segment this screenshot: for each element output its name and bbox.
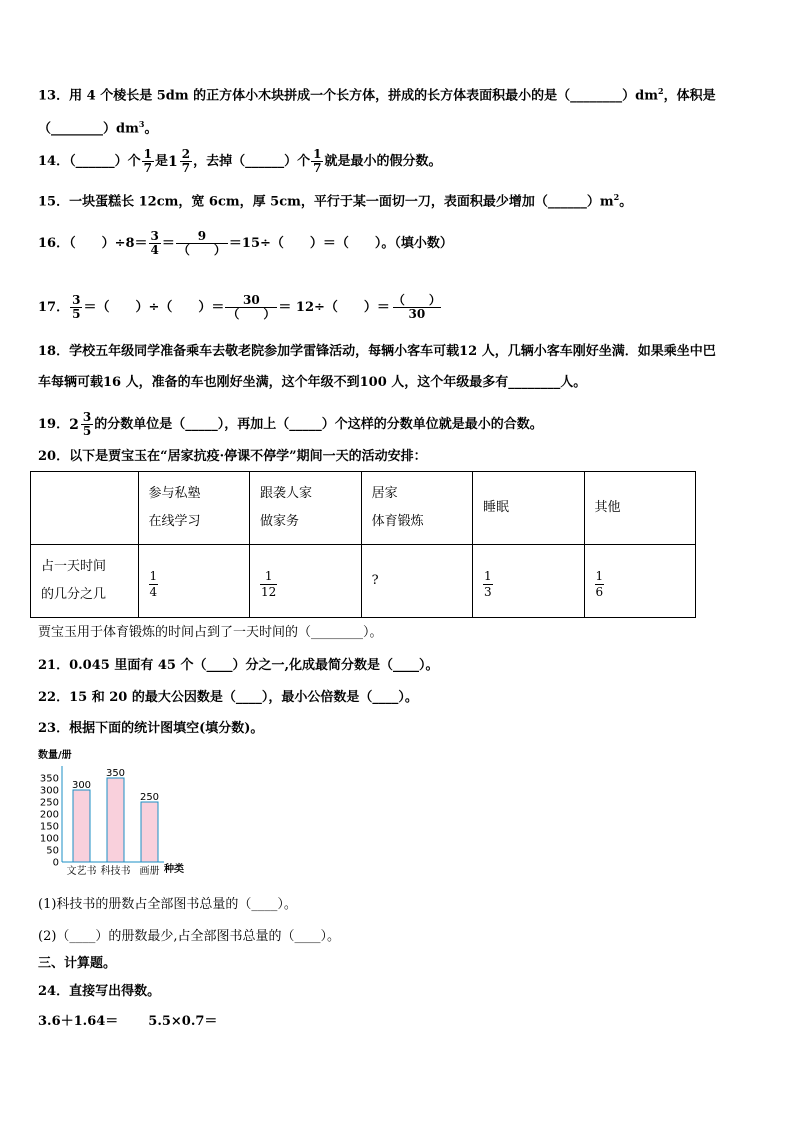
bar-value-label: 300 (71, 780, 92, 791)
y-tick-label: 150 (39, 821, 59, 833)
header-sleep: 睡眠 (473, 472, 584, 545)
question-20-after: 贾宝玉用于体育锻炼的时间占到了一天时间的（________）。 (38, 625, 383, 640)
y-tick-label: 0 (52, 857, 59, 869)
y-tick-label: 50 (46, 845, 59, 857)
question-15: 15．一块蛋糕长 12cm，宽 6cm，厚 5cm，平行于某一面切一刀，表面积最少增加$(\_\_\_\_\_\_)m^2$。 (38, 192, 633, 210)
cell-housework: $\frac{1}{12}$ (250, 545, 362, 618)
question-23-title: 23．根据下面的统计图填空(填分数)。 (38, 721, 264, 736)
y-tick-label: 100 (39, 833, 59, 845)
header-exercise: 居家 体育锻炼 (361, 472, 472, 545)
bar-value-label: 250 (139, 792, 160, 803)
header-other: 其他 (584, 472, 696, 545)
chart-xlabel: 种类 (164, 864, 184, 875)
question-18-line1: 18．学校五年级同学准备乘车去敬老院参加学雷锋活动，每辆小客车可载12 人，几辆小客车刚好坐满．如果乘坐中巴 (38, 344, 716, 359)
bar-value-label: 350 (105, 768, 126, 779)
y-tick-label: 300 (39, 785, 59, 797)
y-tick-label: 350 (39, 773, 59, 785)
table-corner-cell (31, 472, 139, 545)
category-label: 科技书 (100, 866, 131, 877)
y-tick-label: 200 (39, 809, 59, 821)
header-housework: 跟袭人家 做家务 (250, 472, 362, 545)
bar-1 (107, 778, 124, 862)
row-label: 占一天时间 的几分之几 (31, 545, 139, 618)
question-13-line1: 13．用 4 个棱长是 5dm 的正方体小木块拼成一个长方体，拼成的长方体表面积最小的是$(\_\_\_\_\_\_\_\_)dm^2$，体积是 (38, 86, 716, 104)
question-24-title: 24．直接写出得数。 (38, 984, 161, 999)
category-label: 文艺书 (66, 866, 97, 877)
cell-exercise: ? (361, 545, 472, 618)
question-17: 17． $\frac{3}{5}$ ＝（ ）÷（ ）＝ $\frac{30}{( )}$ ＝ 12÷（ ）＝ $\frac{( )}{30}$ (38, 293, 441, 321)
bar-0 (73, 790, 90, 862)
question-18-line2: 车每辆可载16 人，准备的车也刚好坐满，这个年级不到100 人，这个年级最多有________人。 (38, 375, 587, 390)
cell-study: $\frac{1}{4}$ (138, 545, 249, 618)
activity-table (30, 471, 696, 618)
header-study: 参与私塾 在线学习 (138, 472, 249, 545)
question-19: 19． 2 $\frac{3}{5}$ 的分数单位是（_____），再加上（_____）个这样的分数单位就是最小的合数。 (38, 410, 543, 438)
question-24-expressions (38, 1013, 217, 1031)
question-23-sub1: (1)科技书的册数占全部图书总量的（____）。 (38, 897, 297, 912)
question-14: 14．（______）个 $\frac{1}{7}$ 是 1 $\frac{2}{7}$ ，去掉（______）个 $\frac{1}{7}$ 就是最小的假分数。 (38, 147, 442, 175)
question-22: 22．15 和 20 的最大公因数是（____），最小公倍数是（____）。 (38, 690, 418, 705)
question-13-line2: $(\_\_\_\_\_\_\_\_)dm^3$。 (38, 119, 158, 137)
chart-ylabel: 数量/册 (38, 750, 72, 761)
bar-2 (141, 802, 158, 862)
expr-1: 3.6＋1.64＝ (38, 1014, 119, 1029)
expr-2: 5.5×0.7＝ (148, 1014, 218, 1029)
cell-other: $\frac{1}{6}$ (584, 545, 696, 618)
cell-sleep: $\frac{1}{3}$ (473, 545, 584, 618)
question-16: 16．（ ）÷8＝ $\frac{3}{4}$ ＝ $\frac{9}{( )}$ ＝15÷（ ）＝（ ）。（填小数） (38, 229, 453, 257)
bar-chart (36, 744, 216, 884)
question-21: 21．0.045 里面有 45 个（____）分之一,化成最简分数是（____）。 (38, 658, 439, 673)
question-20-title: 20．以下是贾宝玉在“居家抗疫·停课不停学”期间一天的活动安排： (38, 449, 427, 464)
section-3-heading: 三、计算题。 (38, 956, 117, 971)
y-tick-label: 250 (39, 797, 59, 809)
question-23-sub2: (2)（____）的册数最少,占全部图书总量的（____）。 (38, 929, 341, 944)
category-label: 画册 (139, 866, 160, 877)
